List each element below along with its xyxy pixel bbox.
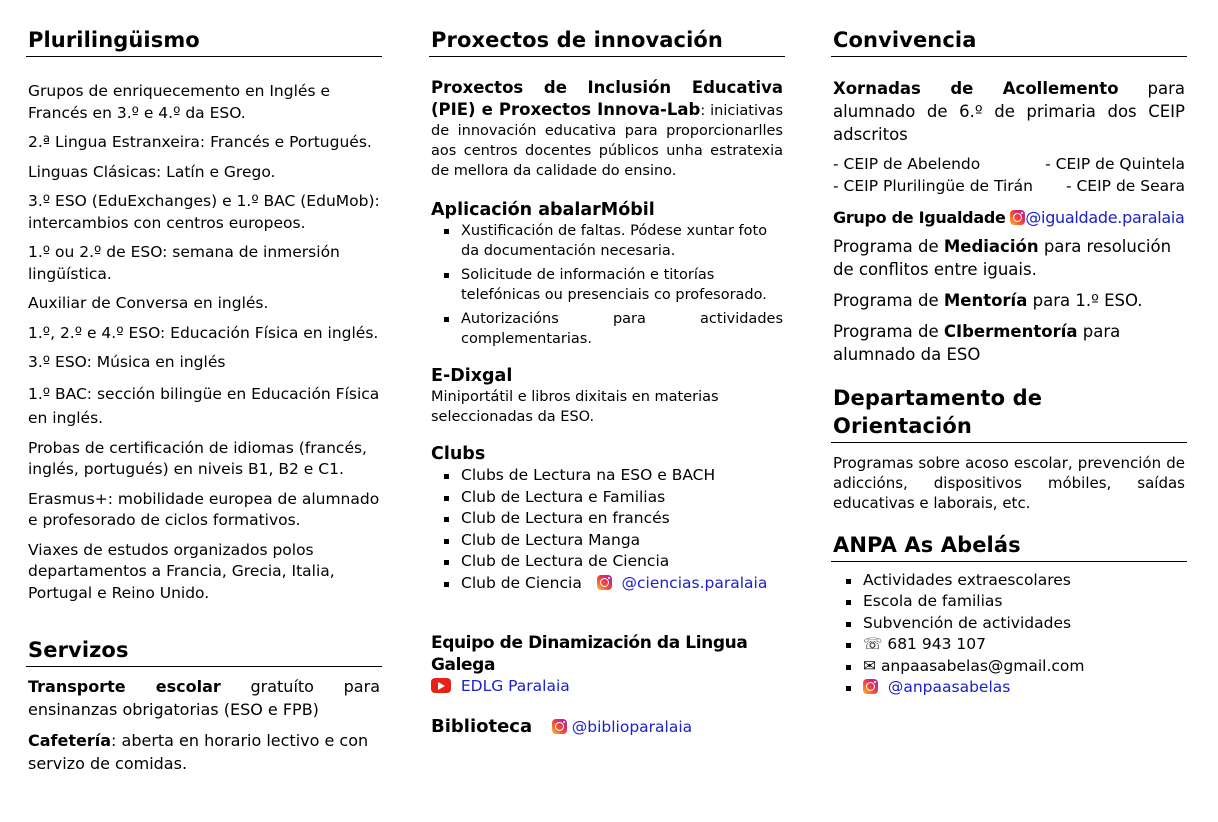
column-left: [28, 26, 380, 775]
cafeteria-paragraph: Cafetería: aberta en horario lectivo e con servizo de comidas.: [28, 731, 369, 773]
ceip-item: - CEIP de Seara: [1065, 176, 1185, 195]
plurilinguismo-item: Grupos de enriquecemento en Inglés e Francés en 3.º e 4.º da ESO.: [28, 82, 330, 122]
anpa-instagram: [863, 677, 1185, 699]
plurilinguismo-item: 1.º BAC: sección bilingüe en Educación Física en inglés.: [28, 384, 380, 427]
anpa-email: [863, 656, 1185, 678]
club-item-ciencia: Club de Ciencia @ciencias.paralaia: [461, 573, 783, 595]
plurilinguismo-item: 3.º ESO: Música en inglés: [28, 353, 226, 371]
orientacion-text: Programas sobre acoso escolar, prevención de adiccións, dispositivos móbiles, saídas educativas e laborais, etc.: [833, 453, 1185, 512]
phone-number[interactable]: 681 943 107: [887, 635, 986, 653]
anpa-instagram-link[interactable]: @anpaasabelas: [887, 678, 1011, 696]
cafeteria-bold: Cafetería: [28, 731, 112, 750]
abalar-list: [431, 221, 783, 349]
ceip-item: - CEIP de Abelendo: [833, 155, 981, 173]
abalar-item: Autorizacións para actividades complementarias.: [461, 311, 783, 347]
mediacion-paragraph: Programa de Mediación para resolución de conflitos entre iguais.: [833, 236, 1172, 279]
pie-paragraph: Proxectos de Inclusión Educativa (PIE) e Proxectos Innova-Lab: iniciativas de innovación educativa para proporcionarlles aos centros docentes públicos unha estratexia de mellora da calidade do ensino.: [431, 78, 783, 179]
instagram-icon: [552, 719, 567, 734]
anpa-item: Actividades extraescolares: [863, 570, 1185, 592]
abalar-item: Xustificación de faltas. Pódese xuntar foto da documentación necesaria.: [461, 221, 783, 261]
xornadas-bold: Xornadas de Acollemento: [833, 79, 1119, 98]
phone-icon: ☏: [863, 635, 883, 653]
clubs-title: Clubs: [431, 444, 486, 464]
plurilinguismo-item: Probas de certificación de idiomas (francés, inglés, portugués) en niveis B1, B2 e C1.: [28, 438, 367, 478]
plurilinguismo-item: Erasmus+: mobilidade europea de alumnado e profesorado de ciclos formativos.: [28, 489, 380, 529]
section-title-orientacion: Departamento de Orientación: [831, 384, 1187, 443]
column-center: [431, 26, 783, 738]
section-title-plurilinguismo: Plurilingüismo: [26, 26, 382, 57]
edlg-channel-row: [431, 676, 783, 698]
instagram-icon: [863, 679, 878, 694]
instagram-icon: [1010, 210, 1025, 225]
club-item: Club de Lectura de Ciencia: [461, 551, 783, 573]
transporte-paragraph: Transporte escolar gratuíto para ensinanzas obrigatorias (ESO e FPB): [28, 677, 380, 719]
biblioteca-row: [431, 716, 783, 739]
anpa-list: [833, 570, 1185, 699]
section-title-innovacion: Proxectos de innovación: [429, 26, 785, 57]
pie-bold: Proxectos de Inclusión Educativa (PIE) e Proxectos Innova-Lab: [431, 78, 783, 119]
igualdade-instagram-link[interactable]: @igualdade.paralaia: [1025, 208, 1185, 227]
edixgal-title: E-Dixgal: [431, 366, 513, 386]
plurilinguismo-item: 3.º ESO (EduExchanges) e 1.º BAC (EduMob): intercambios con centros europeos.: [28, 192, 380, 232]
section-title-convivencia: Convivencia: [831, 26, 1187, 57]
clubs-list: [431, 465, 783, 594]
ceip-row: [833, 154, 1185, 176]
xornadas-paragraph: Xornadas de Acollemento para alumnado de 6.º de primaria dos CEIP adscritos: [833, 79, 1186, 144]
youtube-icon: [431, 678, 451, 693]
column-right: [833, 26, 1185, 699]
mentoria-paragraph: Programa de Mentoría para 1.º ESO.: [833, 290, 1143, 310]
plurilinguismo-item: 1.º ou 2.º de ESO: semana de inmersión lingüística.: [28, 243, 340, 283]
abalar-title: Aplicación abalarMóbil: [431, 200, 655, 220]
ceip-row: [833, 176, 1185, 198]
club-item: Club de Lectura en francés: [461, 508, 783, 530]
club-item: Club de Lectura Manga: [461, 530, 783, 552]
cibermentoria-paragraph: Programa de CIbermentoría para alumnado da ESO: [833, 321, 1121, 364]
biblioteca-instagram-link[interactable]: @biblioparalaia: [571, 717, 693, 736]
plurilinguismo-item: Auxiliar de Conversa en inglés.: [28, 294, 269, 312]
anpa-item: Subvención de actividades: [863, 613, 1185, 635]
club-item: Clubs de Lectura na ESO e BACH: [461, 465, 783, 487]
edlg-title: Equipo de Dinamización da Lingua Galega: [431, 633, 748, 675]
abalar-item: Solicitude de información e titorías telefónicas ou presenciais co profesorado.: [461, 265, 783, 305]
ceip-item: - CEIP de Quintela: [1045, 155, 1185, 173]
plurilinguismo-item: Viaxes de estudos organizados polos departamentos a Francia, Grecia, Italia, Portugal e Reino Unido.: [28, 540, 335, 602]
plurilinguismo-item: 2.ª Lingua Estranxeira: Francés e Portugués.: [28, 133, 372, 151]
anpa-phone: [863, 634, 1185, 656]
club-item: Club de Lectura e Familias: [461, 487, 783, 509]
transporte-bold: Transporte escolar: [28, 677, 221, 696]
plurilinguismo-item: Linguas Clásicas: Latín e Grego.: [28, 162, 276, 181]
email-address[interactable]: anpaasabelas@gmail.com: [880, 656, 1085, 675]
ciencia-instagram-link[interactable]: @ciencias.paralaia: [621, 573, 768, 592]
section-title-anpa: ANPA As Abelás: [831, 531, 1187, 562]
ceip-item: - CEIP Plurilingüe de Tirán: [833, 176, 1033, 195]
igualdade-bold: Grupo de Igualdade: [833, 208, 1006, 227]
anpa-item: Escola de familias: [863, 591, 1185, 613]
biblioteca-title: Biblioteca: [431, 715, 533, 737]
mail-icon: ✉: [863, 656, 876, 675]
edlg-youtube-link[interactable]: EDLG Paralaia: [460, 677, 570, 695]
section-title-servizos: Servizos: [26, 636, 382, 667]
instagram-icon: [597, 575, 612, 590]
igualdade-row: [833, 207, 1185, 229]
plurilinguismo-item: 1.º, 2.º e 4.º ESO: Educación Física en inglés.: [28, 323, 379, 342]
edixgal-text: Miniportátil e libros dixitais en materias seleccionadas da ESO.: [431, 389, 719, 425]
